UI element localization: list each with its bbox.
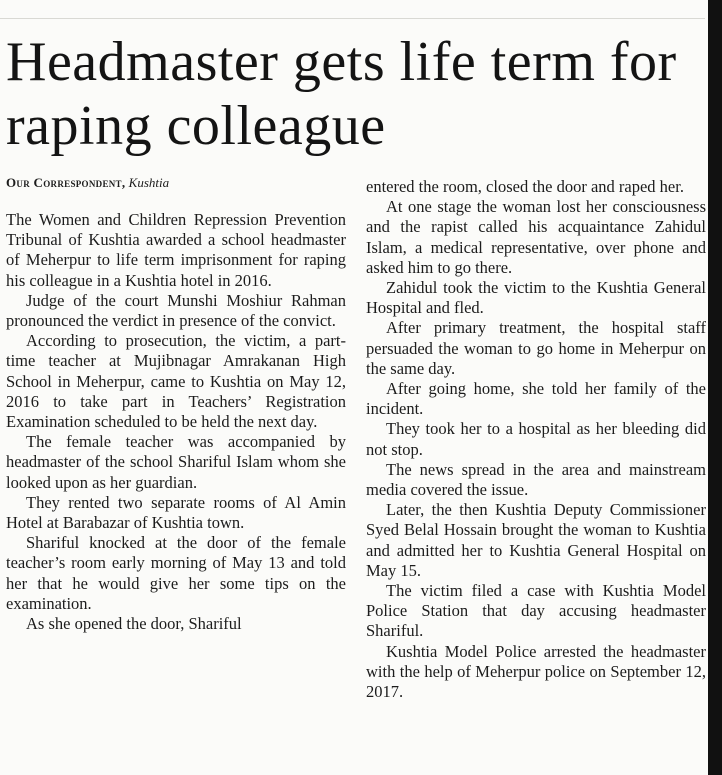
- paragraph: Shariful knocked at the door of the female teacher’s room early morning of May 13 and told her that he would give her some tips on the examination.: [6, 533, 346, 613]
- paragraph: At one stage the woman lost her consciousness and the rapist called his acquaintance Zahidul Islam, a medical representative, over phone and asked him to go there.: [366, 197, 706, 277]
- paragraph: entered the room, closed the door and raped her.: [366, 177, 684, 196]
- paragraph: Zahidul took the victim to the Kushtia General Hospital and fled.: [366, 278, 706, 318]
- byline-location: Kushtia: [128, 175, 170, 190]
- paragraph: The Women and Children Repression Prevention Tribunal of Kushtia awarded a school headmaster of Meherpur to life term imprisonment for raping his colleague in a Kushtia hotel in 2016.: [6, 210, 346, 290]
- paragraph: They took her to a hospital as her bleeding did not stop.: [366, 419, 706, 459]
- paragraph: The victim filed a case with Kushtia Model Police Station that day accusing headmaster Shariful.: [366, 581, 706, 641]
- paragraph: As she opened the door, Shariful: [26, 614, 242, 634]
- page-edge-shadow: [708, 0, 722, 775]
- byline-correspondent: Our Correspondent,: [6, 175, 126, 190]
- paragraph: The female teacher was accompanied by headmaster of the school Shariful Islam whom she looked upon as her guardian.: [6, 432, 346, 492]
- paragraph: After primary treatment, the hospital staff persuaded the woman to go home in Meherpur on the same day.: [366, 318, 706, 378]
- article-column-right: [366, 177, 706, 702]
- paragraph: After going home, she told her family of the incident.: [366, 379, 706, 419]
- top-rule: [0, 0, 705, 19]
- paragraph: The news spread in the area and mainstream media covered the issue.: [366, 459, 706, 500]
- paragraph: Later, the then Kushtia Deputy Commissioner Syed Belal Hossain brought the woman to Kushtia and admitted her to Kushtia General Hospital on May 15.: [366, 500, 706, 580]
- byline: [6, 175, 346, 191]
- article-column-left: [6, 210, 346, 634]
- paragraph: Kushtia Model Police arrested the headmaster with the help of Meherpur police on September 12, 2017.: [366, 641, 706, 702]
- paragraph: Judge of the court Munshi Moshiur Rahman pronounced the verdict in presence of the convict.: [6, 290, 346, 331]
- paragraph: They rented two separate rooms of Al Amin Hotel at Barabazar of Kushtia town.: [6, 492, 346, 533]
- headline: Headmaster gets life term for raping colleague: [6, 31, 677, 157]
- paragraph: According to prosecution, the victim, a part-time teacher at Mujibnagar Amrakanan High School in Meherpur, came to Kushtia on May 12, 2016 to take part in Teachers’ Registration Examination scheduled to be held the next day.: [6, 331, 346, 432]
